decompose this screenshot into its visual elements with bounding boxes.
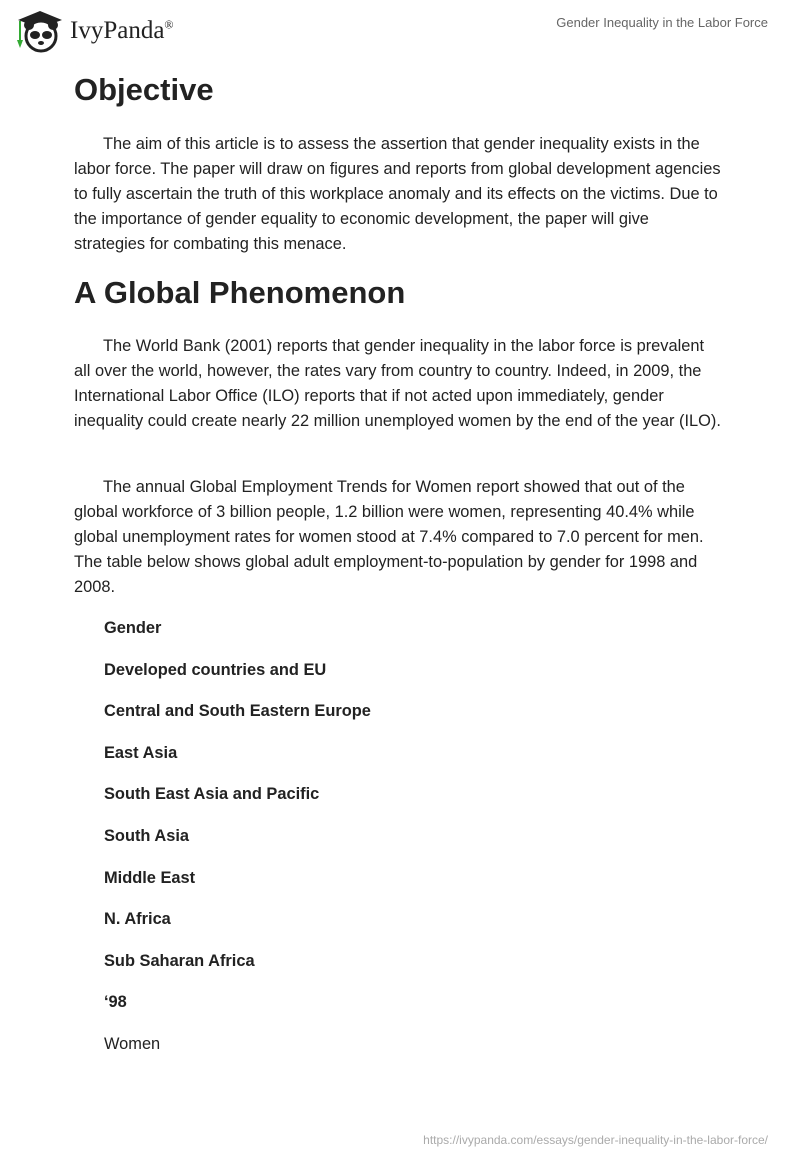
paragraph: The aim of this article is to assess the assertion that gender inequality exists in the labor force. The paper will draw on figures and reports from global development agencies to fully ascertain the truth of this workplace anomaly and its effects on the victims. Due to the importance of gender equality to economic development, the paper will give strategies for combating this menace. xyxy=(74,135,721,253)
table-row: Sub Saharan Africa xyxy=(104,951,255,970)
logo[interactable]: IvyPanda® xyxy=(14,8,174,54)
document-title: Gender Inequality in the Labor Force xyxy=(556,15,768,30)
heading-global-phenomenon: A Global Phenomenon xyxy=(74,275,406,310)
panda-logo-icon xyxy=(14,8,64,54)
table-row: N. Africa xyxy=(104,910,171,929)
table-row: Gender xyxy=(104,619,162,637)
heading-objective: Objective xyxy=(74,72,214,107)
table-row: South East Asia and Pacific xyxy=(104,785,320,804)
table-row: Central and South Eastern Europe xyxy=(104,702,371,721)
footer-url[interactable]: https://ivypanda.com/essays/gender-inequality-in-the-labor-force/ xyxy=(423,1133,768,1147)
paragraph: The World Bank (2001) reports that gender inequality in the labor force is prevalent all over the world, however, the rates vary from country to country. Indeed, in 2009, the International Labor Office (ILO) reports that if not acted upon immediately, gender inequality could create nearly 22 million unemployed women by the end of the year (ILO). xyxy=(74,337,721,430)
table-row: East Asia xyxy=(104,743,178,762)
table-rows xyxy=(104,618,371,1076)
brand-name: IvyPanda xyxy=(70,17,165,44)
table-row: Middle East xyxy=(104,868,196,887)
table-row: South Asia xyxy=(104,826,189,845)
table-row: Developed countries and EU xyxy=(104,660,327,679)
table-row: Women xyxy=(104,1034,161,1053)
table-row: ‘98 xyxy=(104,993,127,1012)
paragraph: The annual Global Employment Trends for Women report showed that out of the global workforce of 3 billion people, 1.2 billion were women, representing 40.4% while global unemployment rates for women stood at 7.4% compared to 7.0 percent for men. The table below shows global adult employment-to-population by gender for 1998 and 2008. xyxy=(74,478,704,596)
